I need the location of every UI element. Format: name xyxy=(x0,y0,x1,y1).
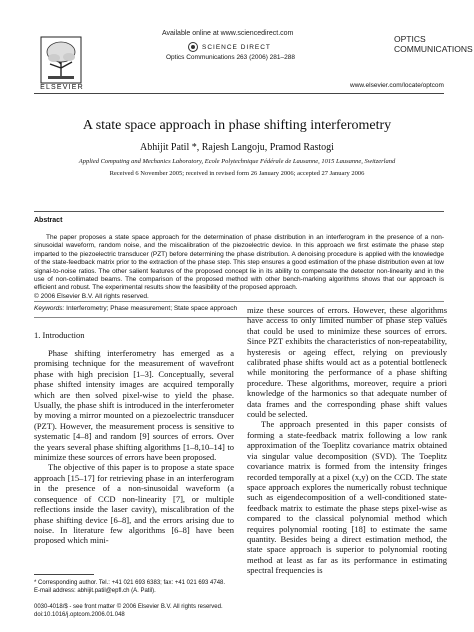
keywords-divider-top xyxy=(34,301,444,302)
keywords xyxy=(34,305,237,312)
intro-paragraph-2: The objective of this paper is to propose a state space approach [15–17] for retrieving phase in an interferogram in the presence of a non-sinusoidal waveform (a consequence of CCD non-linearity [7], or multiple reflections inside the laser cavity), miscalibration of the phase shifting device [6–8], and the errors arising due to noise. In literature few algorithms [6–8] have been proposed which mini- xyxy=(34,462,234,546)
abstract-text: The paper proposes a state space approach for the determination of phase distribution in an interferogram in the presence of a non-sinusoidal waveform, random noise, and the miscalibration of the piezoelectric device. In this approach we first estimate the phase step imparted to the piezoelectric transducer (PZT) before determining the phase distribution. A denoising procedure is applied with the knowledge of the state-feedback matrix prior to the extraction of the phase step. This step ensures a good estimation of the phase distribution even at low signal-to-noise ratios. The other salient features of the proposed concept lie in its ability to compensate the detector non-linearity and in the use of non-collimated beams. The comparison of the proposed method with other bench-marking algorithms shows that our approach is efficient and robust. The experimental results show the feasibility of the proposed approach. xyxy=(34,234,444,292)
footnote-divider xyxy=(34,574,94,575)
abstract-body xyxy=(34,234,444,301)
intro-paragraph-1: Phase shifting interferometry has emerged as a promising technique for the measurement of wavefront phase with high precision [1–3]. Conceptually, several phase shifted intensity images are acquired temporally which are then solved pixel-wise to yield the phase. Usually, the phase shift is introduced in the interferometer by moving a mirror mounted on a piezoelectric transducer (PZT). However, the measurement process is sensitive to systematic [4–8] and random [9] sources of errors. Over the years several phase shifting algorithms [1–8,10–14] to minimize these sources of errors have been proposed. xyxy=(34,348,234,463)
section-heading-introduction: 1. Introduction xyxy=(34,330,85,340)
doi-line[interactable]: doi:10.1016/j.optcom.2006.01.048 xyxy=(34,611,125,618)
elsevier-tree-logo xyxy=(40,36,82,84)
sciencedirect-logo xyxy=(188,42,271,52)
abstract-heading: Abstract xyxy=(34,217,63,224)
abstract-divider-top xyxy=(34,211,444,212)
journal-reference: Optics Communications 263 (2006) 281–288 xyxy=(166,54,295,61)
journal-logo xyxy=(394,34,473,54)
sciencedirect-dot-icon xyxy=(188,42,198,52)
intro-paragraph-3: mize these sources of errors. However, these algorithms have access to only limited number of phase step values that could be used to minimize these sources of errors. Since PZT exhibits the characteristics of non-repeatability, hysteresis or ageing effect, relying on previously calibrated phase shifts would act as a potential bottleneck while monitoring the performance of a phase shifting procedure. These algorithms, moreover, require a priori knowledge of the harmonics so that adequate number of data frames and the corresponding phase shift values could be selected. xyxy=(247,305,447,420)
journal-url[interactable]: www.elsevier.com/locate/optcom xyxy=(350,82,444,89)
journal-logo-line2: COMMUNICATIONS xyxy=(394,44,473,54)
left-column xyxy=(34,348,234,546)
right-column xyxy=(247,305,447,576)
article-title: A state space approach in phase shifting interferometry xyxy=(82,118,392,133)
journal-logo-line1: OPTICS xyxy=(394,34,426,44)
issn-line: 0030-4018/$ - see front matter © 2006 Elsevier B.V. All rights reserved. xyxy=(34,604,223,610)
available-online: Available online at www.sciencedirect.com xyxy=(162,30,294,37)
issn-doi xyxy=(34,604,244,619)
keywords-label: Keywords: xyxy=(34,305,65,312)
sciencedirect-word: SCIENCE DIRECT xyxy=(202,43,271,51)
article-authors: Abhijit Patil *, Rajesh Langoju, Pramod Rastogi xyxy=(140,142,334,153)
footnote-contact: * Corresponding author. Tel.: +41 021 693 6383; fax: +41 021 693 4748. xyxy=(34,580,226,586)
publisher-name: ELSEVIER xyxy=(40,84,84,91)
intro-paragraph-4: The approach presented in this paper consists of forming a state-feedback matrix following a low rank approximation of the Toeplitz covariance matrix obtained via singular value decomposition (SVD). The Toeplitz covariance matrix is formed from the intensity fringes recorded temporally at a pixel (x,y) on the CCD. The state space approach explores the numerically robust technique such as eigendecomposition of a well-conditioned state-feedback matrix to estimate the phase steps pixel-wise as compared to the classical polynomial method which requires polynomial rooting [18] to estimate the same quantity. Besides being a direct estimation method, the state space approach is superior to polynomial rooting method at least as far as its performance in estimating spectral frequencies is xyxy=(247,419,447,576)
footnote-email[interactable]: E-mail address: abhijit.patil@epfl.ch (A. Patil). xyxy=(34,587,156,594)
keywords-text: Interferometry; Phase measurement; State space approach xyxy=(66,305,238,312)
abstract-copyright: © 2006 Elsevier B.V. All rights reserved. xyxy=(34,292,149,300)
header-divider xyxy=(34,93,444,94)
received-dates: Received 6 November 2005; received in revised form 26 January 2006; accepted 27 January 2006 xyxy=(109,170,365,177)
author-affiliation: Applied Computing and Mechanics Laboratory, Ecole Polytechnique Fédérale de Lausanne, 1015 Lausanne, Switzerland xyxy=(78,158,396,165)
corresponding-author-footnote xyxy=(34,580,244,595)
